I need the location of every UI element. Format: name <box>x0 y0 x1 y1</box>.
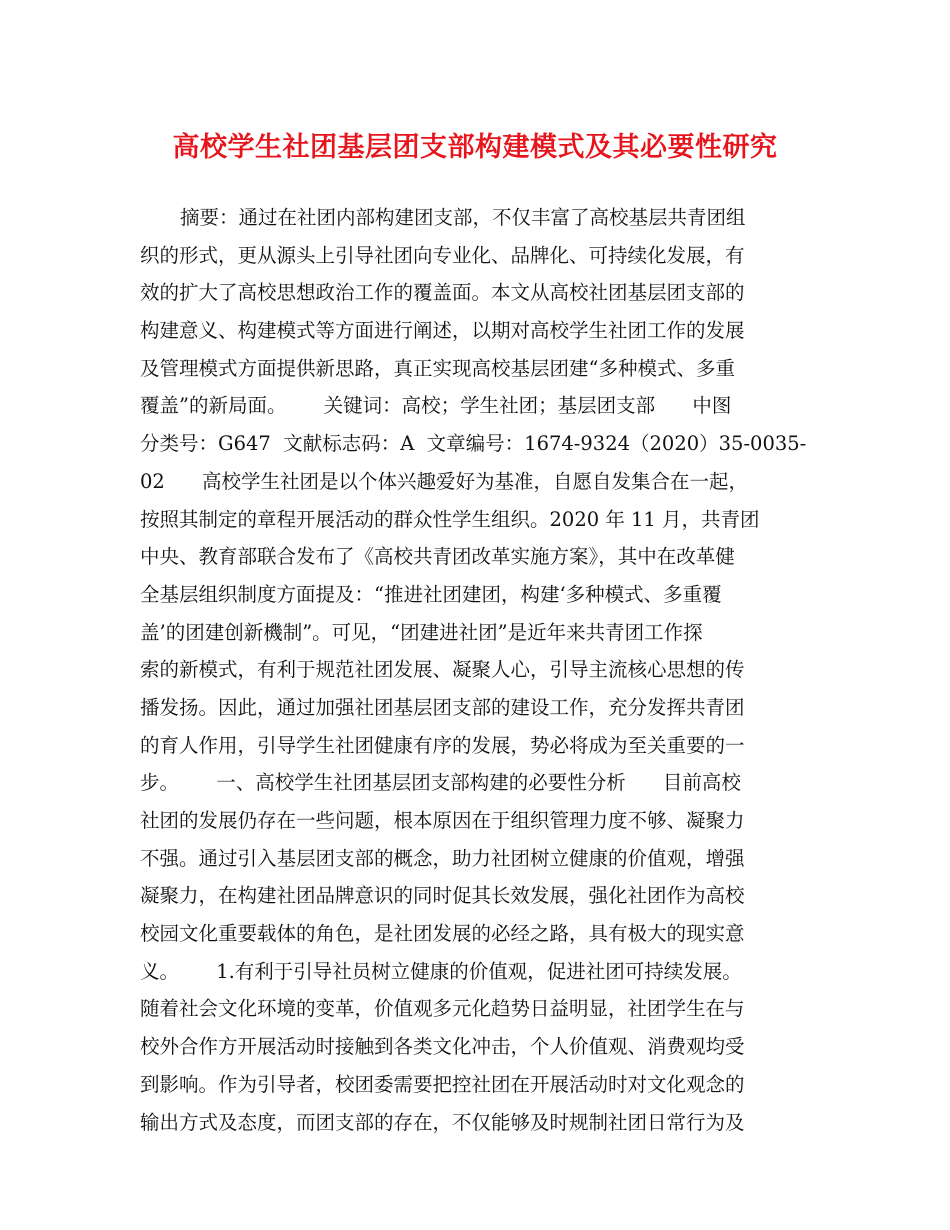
document-body <box>140 199 812 1141</box>
text-line: 义。 1.有利于引导社员树立健康的价值观，促进社团可持续发展。 <box>140 959 742 983</box>
text-line: 索的新模式，有利于规范社团发展、凝聚人心，引导主流核心思想的传 <box>140 658 745 682</box>
text-line: 随着社会文化环境的变革，价值观多元化趋势日益明显，社团学生在与 <box>140 997 745 1021</box>
text-line: 覆盖”的新局面。 关键词：高校；学生社团；基层团支部 中图 <box>140 394 732 418</box>
text-line: 按照其制定的章程开展活动的群众性学生组织。2020 年 11 月，共青团 <box>140 507 760 531</box>
text-line: 校外合作方开展活动时接触到各类文化冲击，个人价值观、消费观均受 <box>140 1035 745 1059</box>
document-title: 高校学生社团基层团支部构建模式及其必要性研究 <box>172 132 778 163</box>
text-line: 摘要：通过在社团内部构建团支部，不仅丰富了高校基层共青团组 <box>180 206 746 229</box>
text-line: 效的扩大了高校思想政治工作的覆盖面。本文从高校社团基层团支部的 <box>140 281 745 305</box>
text-line: 社团的发展仍存在一些问题，根本原因在于组织管理力度不够、凝聚力 <box>140 809 745 832</box>
text-line: 盖’的团建创新機制”。可见，“团建进社团”是近年来共青团工作探 <box>140 620 703 644</box>
text-line: 不强。通过引入基层团支部的概念，助力社团树立健康的价值观，增强 <box>140 846 745 870</box>
text-line: 校园文化重要载体的角色，是社团发展的必经之路，具有极大的现实意 <box>140 922 745 946</box>
text-line: 02 高校学生社团是以个体兴趣爱好为基准，自愿自发集合在一起， <box>140 469 749 493</box>
text-line: 织的形式，更从源头上引导社团向专业化、品牌化、可持续化发展，有 <box>140 243 745 267</box>
text-line: 输出方式及态度，而团支部的存在，不仅能够及时规制社团日常行为及 <box>140 1110 745 1134</box>
text-line: 凝聚力，在构建社团品牌意识的同时促其长效发展，强化社团作为高校 <box>140 884 745 908</box>
text-line: 步。 一、高校学生社团基层团支部构建的必要性分析 目前高校 <box>140 771 741 795</box>
text-line: 播发扬。因此，通过加强社团基层团支部的建设工作，充分发挥共青团 <box>140 695 745 719</box>
text-line: 全基层组织制度方面提及：“推进社团建团，构建‘多种模式、多重覆 <box>140 582 722 606</box>
text-line: 及管理模式方面提供新思路，真正实现高校基层团建“多种模式、多重 <box>140 356 735 380</box>
text-line: 分类号：G647 文献标志码：A 文章编号：1674-9324（2020）35-0035- <box>140 432 807 456</box>
text-line: 的育人作用，引导学生社团健康有序的发展，势必将成为至关重要的一 <box>140 733 745 757</box>
text-line: 到影响。作为引导者，校团委需要把控社团在开展活动时对文化观念的 <box>140 1072 745 1096</box>
text-line: 构建意义、构建模式等方面进行阐述，以期对高校学生社团工作的发展 <box>140 319 745 343</box>
text-line: 中央、教育部联合发布了《高校共青团改革实施方案》，其中在改革健 <box>140 545 735 569</box>
